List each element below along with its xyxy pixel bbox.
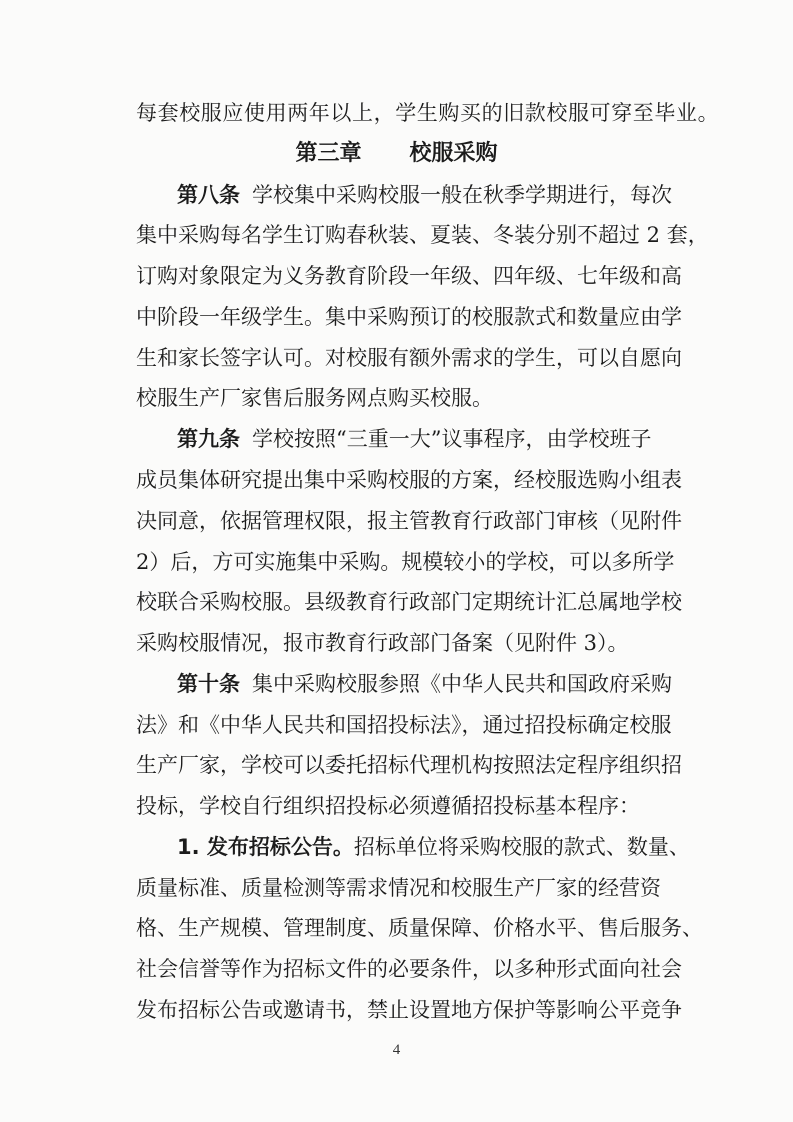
text-line: 投标，学校自行组织招投标必须遵循招投标基本程序： (136, 794, 640, 818)
text-line: 校服生产厂家售后服务网点购买校服。 (136, 386, 493, 410)
text-line: 2）后，方可实施集中采购。规模较小的学校，可以多所学 (136, 550, 675, 574)
text-line: 质量标准、质量检测等需求情况和校服生产厂家的经营资 (136, 876, 661, 900)
item-label: 1. 发布招标公告。 (177, 835, 354, 859)
chapter-title: 校服采购 (409, 141, 498, 166)
article-label: 第十条 (177, 672, 240, 696)
text-line: 学校集中采购校服一般在秋季学期进行，每次 (252, 183, 672, 207)
text-line: 生和家长签字认可。对校服有额外需求的学生，可以自愿向 (136, 346, 682, 370)
text-line: 集中采购每名学生订购春秋装、夏装、冬装分别不超过 2 套， (136, 223, 709, 247)
text-line: 中阶段一年级学生。集中采购预订的校服款式和数量应由学 (136, 305, 682, 329)
text-line: 每套校服应使用两年以上，学生购买的旧款校服可穿至毕业。 (136, 101, 720, 125)
text-line: 订购对象限定为义务教育阶段一年级、四年级、七年级和高 (136, 264, 682, 288)
text-line: 采购校服情况，报市教育行政部门备案（见附件 3）。 (136, 631, 629, 655)
text-line: 成员集体研究提出集中采购校服的方案，经校服选购小组表 (136, 468, 682, 492)
text-line: 招标单位将采购校服的款式、数量、 (353, 835, 690, 859)
page-number: 4 (392, 1042, 401, 1058)
text-line: 法》和《中华人民共和国招投标法》，通过招投标确定校服 (136, 713, 672, 737)
chapter-number: 第三章 (295, 141, 362, 166)
item-1-first-line (177, 832, 690, 862)
text-line: 学校按照“三重一大”议事程序，由学校班子 (252, 427, 652, 451)
article-8-first-line (177, 180, 672, 210)
text-line: 决同意，依据管理权限，报主管教育行政部门审核（见附件 (136, 509, 682, 533)
article-10-first-line (177, 669, 672, 699)
text-line: 生产厂家，学校可以委托招标代理机构按照法定程序组织招 (136, 753, 682, 777)
text-line: 发布招标公告或邀请书，禁止设置地方保护等影响公平竞争 (136, 998, 682, 1022)
article-9-first-line (177, 424, 651, 454)
chapter-heading (0, 139, 793, 169)
text-line: 社会信誉等作为招标文件的必要条件，以多种形式面向社会 (136, 957, 682, 981)
article-label: 第九条 (177, 427, 240, 451)
text-line: 集中采购校服参照《中华人民共和国政府采购 (252, 672, 672, 696)
article-label: 第八条 (177, 183, 240, 207)
text-line: 格、生产规模、管理制度、质量保障、价格水平、售后服务、 (136, 916, 703, 940)
text-line: 校联合采购校服。县级教育行政部门定期统计汇总属地学校 (136, 590, 682, 614)
